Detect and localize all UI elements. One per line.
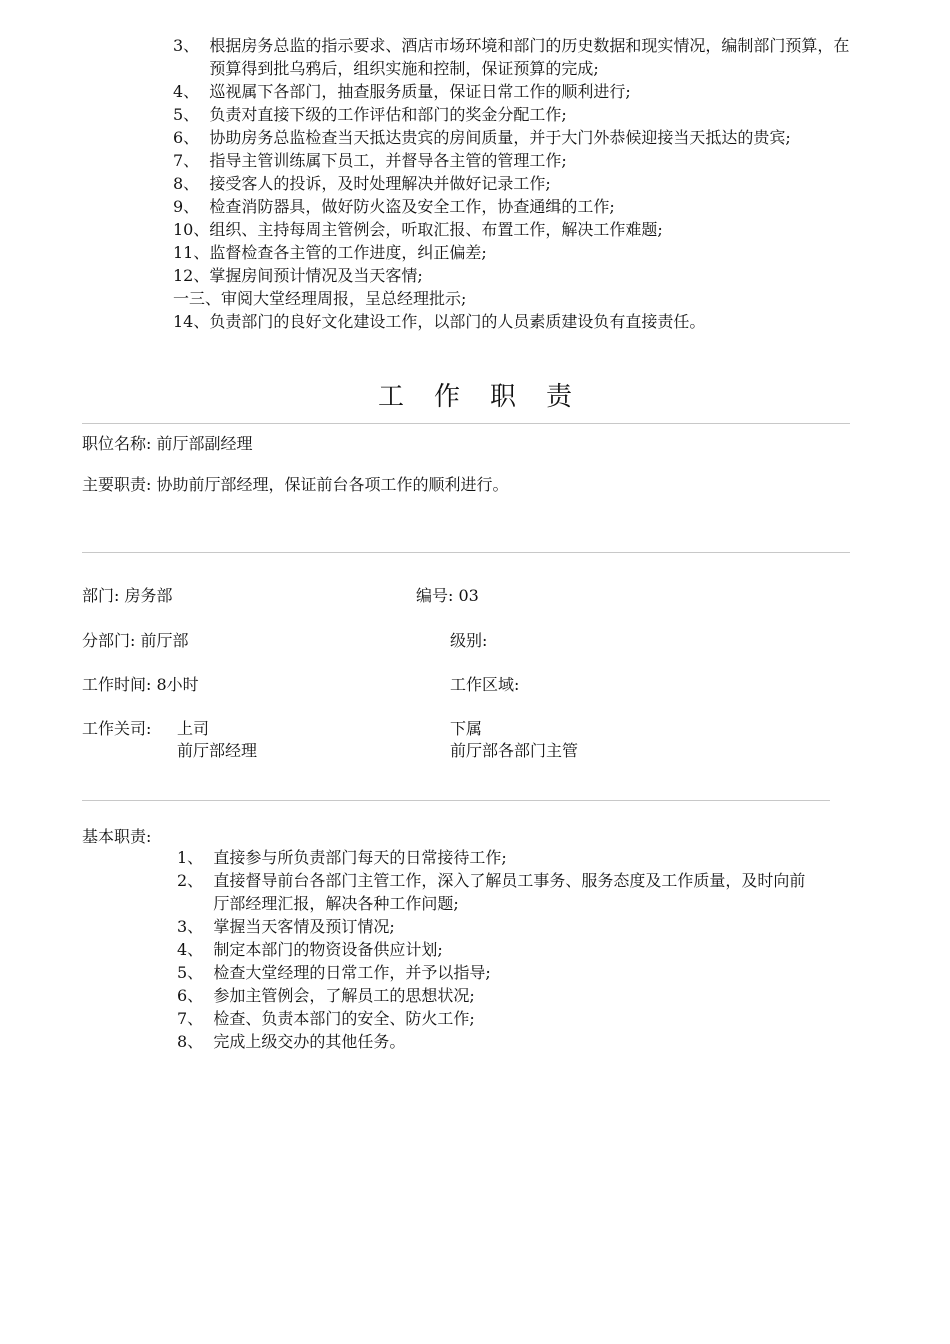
subordinate-label: 下属 (450, 719, 483, 738)
main-duty-label: 主要职责: (82, 475, 152, 494)
list-item-number: 4、 (177, 940, 214, 959)
list-item (177, 846, 817, 869)
list-item-text: 指导主管训练属下员工，并督导各主管的管理工作; (209, 151, 567, 170)
manager-duties-list (173, 34, 853, 333)
list-item-number: 4、 (173, 82, 210, 101)
list-item-number: 10、 (173, 220, 210, 239)
list-item-number: 7、 (177, 1009, 214, 1028)
sub-department-label: 分部门: (82, 631, 136, 650)
list-item-text: 直接参与所负责部门每天的日常接待工作; (213, 848, 507, 867)
list-item-text: 完成上级交办的其他任务。 (213, 1032, 406, 1051)
superior-label: 上司 (177, 719, 210, 738)
list-item (173, 103, 853, 126)
code-row (416, 585, 479, 607)
list-item (177, 984, 817, 1007)
list-item (177, 938, 817, 961)
list-item-text: 掌握当天客情及预订情况; (213, 917, 395, 936)
list-item-number: 11、 (173, 243, 210, 262)
list-item (177, 915, 817, 938)
list-item (177, 961, 817, 984)
list-item-number: 8、 (173, 174, 210, 193)
level-label: 级别: (450, 631, 488, 650)
list-item-number: 5、 (177, 963, 214, 982)
code-label: 编号: (416, 586, 454, 605)
relations-label: 工作关司: (82, 719, 152, 738)
list-item-number: 9、 (173, 197, 210, 216)
department-label: 部门: (82, 586, 120, 605)
list-item-text: 监督检查各主管的工作进度，纠正偏差; (209, 243, 487, 262)
list-item-number: 6、 (173, 128, 210, 147)
list-item (173, 172, 853, 195)
list-item-number: 3、 (177, 917, 214, 936)
list-item-number: 1、 (177, 848, 214, 867)
main-duty-row (82, 474, 509, 496)
list-item (173, 80, 853, 103)
basic-duties-list (177, 846, 817, 1053)
list-item (173, 310, 853, 333)
work-area-label: 工作区域: (450, 675, 520, 694)
department-value: 房务部 (124, 586, 173, 605)
list-item-number: 6、 (177, 986, 214, 1005)
list-item-text: 参加主管例会，了解员工的思想状况; (213, 986, 475, 1005)
main-duty-value: 协助前厅部经理，保证前台各项工作的顺利进行。 (156, 475, 509, 494)
sub-department-row (82, 630, 189, 652)
list-item (173, 149, 853, 172)
divider (82, 552, 850, 553)
list-item (173, 34, 853, 80)
list-item-text: 检查消防器具，做好防火盗及安全工作，协查通缉的工作; (209, 197, 615, 216)
work-time-label: 工作时间: (82, 675, 152, 694)
divider (82, 800, 830, 801)
subordinate-value: 前厅部各部门主管 (450, 741, 579, 760)
list-item (173, 264, 853, 287)
list-item-text: 掌握房间预计情况及当天客情; (209, 266, 423, 285)
list-item-text: 协助房务总监检查当天抵达贵宾的房间质量，并于大门外恭候迎接当天抵达的贵宾; (209, 128, 791, 147)
list-item-text: 直接督导前台各部门主管工作，深入了解员工事务、服务态度及工作质量，及时向前厅部经理汇报，解决各种工作问题; (213, 871, 806, 913)
list-item-number: 7、 (173, 151, 210, 170)
sub-department-value: 前厅部 (140, 631, 189, 650)
list-item-text: 巡视属下各部门，抽查服务质量，保证日常工作的顺利进行; (209, 82, 631, 101)
work-time-value: 8小时 (156, 675, 199, 694)
list-item-text: 检查、负责本部门的安全、防火工作; (213, 1009, 475, 1028)
list-item (173, 287, 853, 310)
list-item-number: 12、 (173, 266, 210, 285)
list-item (173, 195, 853, 218)
list-item-number: 2、 (177, 871, 214, 890)
list-item-number: 8、 (177, 1032, 214, 1051)
work-area-row (450, 674, 519, 696)
list-item-number: 3、 (173, 36, 210, 55)
list-item-number: 14、 (173, 312, 210, 331)
superior-value: 前厅部经理 (177, 741, 258, 760)
list-item-number: 5、 (173, 105, 210, 124)
work-time-row (82, 674, 199, 696)
list-item (173, 126, 853, 149)
list-item-text: 组织、主持每周主管例会，听取汇报、布置工作，解决工作难题; (209, 220, 663, 239)
document-title: 工作职责 (377, 382, 602, 412)
list-item (177, 1007, 817, 1030)
list-item (177, 1030, 817, 1053)
list-item-text: 制定本部门的物资设备供应计划; (213, 940, 443, 959)
department-row (82, 585, 173, 607)
divider (82, 423, 850, 424)
list-item-number: 一三、 (173, 289, 222, 308)
list-item-text: 审阅大堂经理周报，呈总经理批示; (221, 289, 467, 308)
basic-duties-label: 基本职责: (82, 827, 152, 846)
list-item-text: 负责部门的良好文化建设工作，以部门的人员素质建设负有直接责任。 (209, 312, 706, 331)
list-item-text: 接受客人的投诉，及时处理解决并做好记录工作; (209, 174, 551, 193)
list-item-text: 检查大堂经理的日常工作，并予以指导; (213, 963, 491, 982)
list-item-text: 负责对直接下级的工作评估和部门的奖金分配工作; (209, 105, 567, 124)
code-value: 03 (458, 586, 479, 605)
position-title-value: 前厅部副经理 (156, 434, 253, 453)
list-item-text: 根据房务总监的指示要求、酒店市场环境和部门的历史数据和现实情况，编制部门预算，在预算得到批乌鸦后，组织实施和控制，保证预算的完成; (209, 36, 850, 78)
position-title-row (82, 433, 253, 455)
position-title-label: 职位名称: (82, 434, 152, 453)
level-row (450, 630, 487, 652)
list-item (173, 241, 853, 264)
list-item (173, 218, 853, 241)
list-item (177, 869, 817, 915)
